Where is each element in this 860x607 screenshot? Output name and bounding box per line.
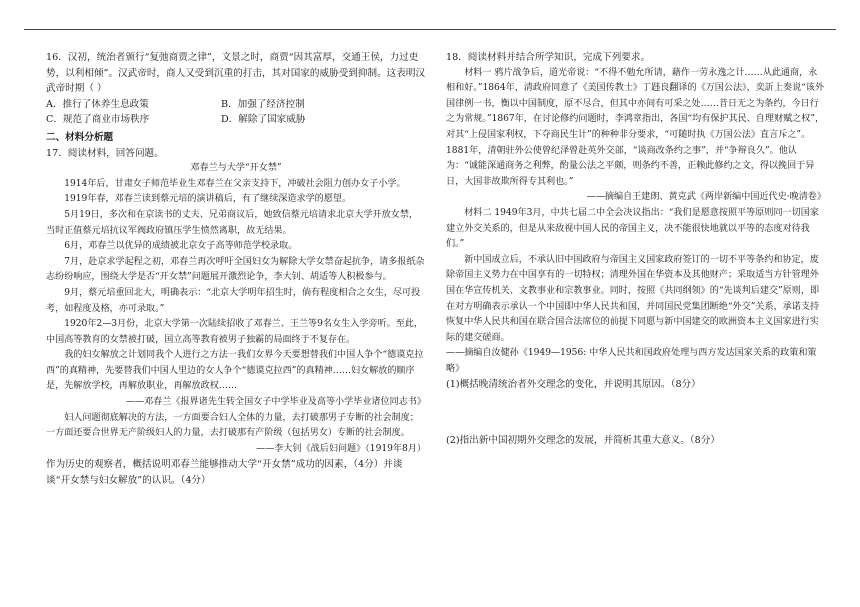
answer-space-1 (446, 393, 826, 433)
q16-option-a[interactable]: A．推行了休养生息政策 (46, 98, 149, 110)
q17-paragraph: 7月，赴京求学起程之初，邓春兰再次呼吁全国妇女为解除大学女禁奋起抗争，请多报纸杂志纷纷响应，围绕大学是否“开女禁”问题展开激烈论争，李大钊、胡适等人积极参与。 (46, 256, 425, 283)
q17-source-deng: ——邓春兰《报界诸先生转全国女子中学毕业及高等小学毕业诸位同志书》 (125, 397, 426, 408)
q17-paragraph: 6月，邓春兰以优异的成绩被北京女子高等师范学校录取。 (64, 241, 298, 252)
q17-source-li: ——李大钊《战后妇问题》（1919年8月） (256, 443, 426, 454)
q18-material-2: 材料二 1949年3月，中共七届二中全会决议指出：“我们是愿意按照平等原则同一切国家建立外交关系的，但是从来敌视中国人民的帝国主义，决不能很快地就以平等的态度对待我们。” (446, 207, 819, 250)
q18-source-2: ——摘编自汝健孙《1949—1956: 中华人民共和国政府处理与西方发达国家关系的政策和策略》 (446, 348, 817, 374)
section-title: 二、材料分析题 (46, 131, 114, 143)
q17-paragraph: 9月，蔡元培重回北大，明确表示：“北京大学明年招生时，倘有程度相合之女生，尽可投考，如程度及格，亦可录取。” (46, 287, 421, 314)
q16-option-d[interactable]: D．解除了国家威胁 (221, 114, 306, 126)
q18-material-1: 材料一 鸦片战争后，道光帝说：“不得不勉允所请，藉作一劳永逸之计……从此通商，永相和好。”1864年，清政府同意了《美国传教士》丁韪良翻译的《万国公法》，奕訢上奏说“该外国律例一书，衡以中国制度，原不尽合，但其中亦间有可采之处……昔日无之为条约，今日行之为常规。”1867年，在讨论修约问题时，李鸿章指出，各国“均有保护其民、自理财赋之权”，对其“上侵国家利权，下夺商民生计”的种种非分要求，“可随时执《万国公法》直言斥之”。1881年，清朝驻外公使曾纪泽曾赴英外交部，“谈商改条约之事”，并“争辩良久”。他认为：“诚能深通商务之利弊，酌量公法之平颇，则条约不善，正赖此修约之文，得以挽回于异日，大国非故欺所得专其利也。” (446, 67, 825, 187)
q17-paragraph: 5月19日，多次和在京读书的丈夫、兄弟商议后，她致信蔡元培请求北京大学开放女禁，当时正值蔡元培抗议军阀政府镇压学生愤然离职，故无结果。 (46, 209, 419, 236)
q16-options-row-1 (46, 97, 426, 113)
q16-option-b[interactable]: B．加强了经济控制 (221, 98, 305, 110)
right-column (446, 50, 826, 449)
q17-paragraph: 1919年春，邓春兰读到蔡元培的演讲稿后，有了继续深造求学的愿望。 (64, 194, 352, 205)
q17-stem: 17．阅读材料，回答问题。 (46, 147, 164, 159)
q16-option-c[interactable]: C．规范了商业市场秩序 (46, 114, 150, 126)
q17-heading: 邓春兰与大学“开女禁” (190, 163, 282, 174)
q18-paragraph-2: 新中国成立后，不承认旧中国政府与帝国主义国家政府签订的一切不平等条约和协定，废除帝国主义势力在中国享有的一切特权；清理外国在华资本及其他财产；采取适当方针管理外国在华宣传机关、文教事业和宗教事业。同时，按照《共同纲领》的“先谈判后建交”原则，即在对方明确表示承认一个中国即中华人民共和国，并同国民党集团断绝“外交”关系，承诺支持恢复中华人民共和国在联合国合法席位的前提下同愿与新中国建交的欧洲资本主义国家进行实际的建交磋商。 (446, 254, 820, 343)
q17-paragraph: 我的妇女解放之计划同我个人进行之方法一我们女界今天要想替我们中国人争个“德谟克拉西”的真精神，先要替我们中国人里边的女人争个“德谟克拉西”的真精神……妇女解放的顺序是，先解放学校，再解放职业，再解放政权…… (46, 350, 424, 392)
q17-paragraph: 1914年后，甘肃女子师范毕业生邓春兰在父亲支持下，冲破社会阻力创办女子小学。 (64, 178, 406, 189)
q17-task: 作为历史的观察者，概括说明邓春兰能够推动大学“开女禁”成功的因素，（4分）并谈谈“开女禁与妇女解放”的认识。（4分） (46, 459, 403, 487)
q18-sub-question-1: (1)概括晚清统治者外交理念的变化，并说明其原因。（8分） (446, 379, 701, 391)
q17-paragraph: 1920年2—3月份，北京大学第一次陆续招收了邓春兰、王兰等9名女生入学旁听。至此，中国高等教育的女禁被打破，国立高等教育被男子独霸的局面终于不复存在。 (46, 319, 423, 345)
q18-stem: 18．阅读材料并结合所学知识，完成下列要求。 (446, 52, 651, 63)
q18-sub-question-2: (2)指出新中国初期外交理念的发展，并简析其重大意义。（8分） (446, 435, 720, 447)
q16-options-row-2 (46, 112, 426, 128)
q16-stem: 16．汉初，统治者颁行“复弛商贾之律”，文景之时，商贾“因其富厚，交通王侯，力过吏势，以利相倾”。汉武帝时，商人又受到沉重的打击，其对国家的威胁受到抑制。这表明汉武帝时期（ ） (46, 52, 426, 95)
header-rule (24, 29, 836, 30)
left-column (46, 50, 426, 489)
q18-source-1: ——摘编自王建朗、黄克武《两岸新编中国近代史·晚清卷》 (586, 192, 826, 203)
q17-paragraph-li: 妇人问题彻底解决的方法，一方面要合妇人全体的力量，去打破那男子专断的社会制度；一方面还要合世界无产阶级妇人的力量，去打破那有产阶级（包括男女）专断的社会制度。 (46, 412, 419, 439)
